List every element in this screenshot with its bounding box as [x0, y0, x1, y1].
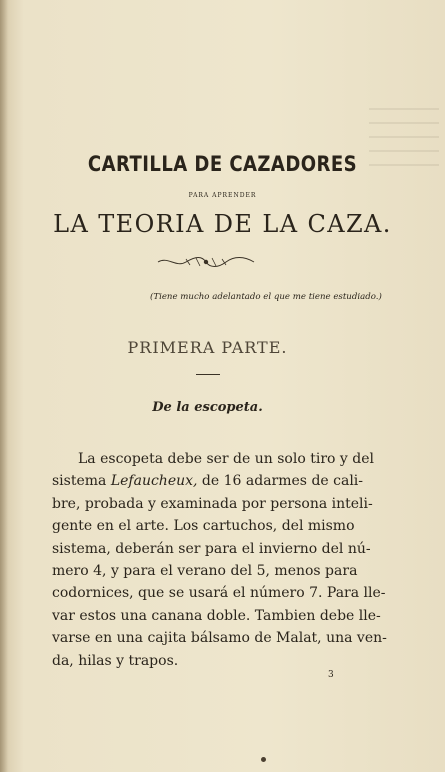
ornament-divider-icon — [156, 254, 256, 270]
body-line: varse en una cajita bálsamo de Malat, una ven- — [52, 630, 387, 647]
spine-shadow — [0, 0, 8, 772]
body-line: var estos una canana doble. Tambien debe lle- — [52, 607, 381, 624]
page-number: 3 — [328, 670, 334, 680]
body-paragraph — [52, 448, 387, 672]
ink-dot — [261, 757, 266, 762]
part-rule — [196, 374, 220, 375]
body-line: da, hilas y trapos. — [52, 652, 179, 669]
body-line: mero 4, y para el verano del 5, menos para — [52, 563, 358, 580]
title-connector: PARA APRENDER — [188, 192, 257, 199]
part-title: PRIMERA PARTE. — [127, 338, 288, 357]
body-line-start: sistema — [52, 473, 111, 490]
body-line-end: de 16 adarmes de cali- — [197, 473, 364, 490]
body-line: La escopeta debe ser de un solo tiro y del — [78, 451, 374, 467]
body-line: codornices, que se usará el número 7. Para lle- — [52, 585, 386, 602]
body-line — [52, 470, 370, 492]
body-line: gente en el arte. Los cartuchos, del mismo — [52, 518, 355, 535]
system-name: Lefaucheux, — [110, 473, 198, 490]
book-subtitle: LA TEORIA DE LA CAZA. — [53, 210, 392, 238]
book-title: CARTILLA DE CAZADORES — [87, 152, 358, 176]
epigraph: (Tiene mucho adelantado el que me tiene estudiado.) — [150, 292, 382, 302]
body-line: sistema, deberán ser para el invierno del nú- — [52, 540, 371, 557]
section-title: De la escopeta. — [152, 400, 263, 415]
body-line: bre, probada y examinada por persona inteli- — [52, 495, 373, 512]
